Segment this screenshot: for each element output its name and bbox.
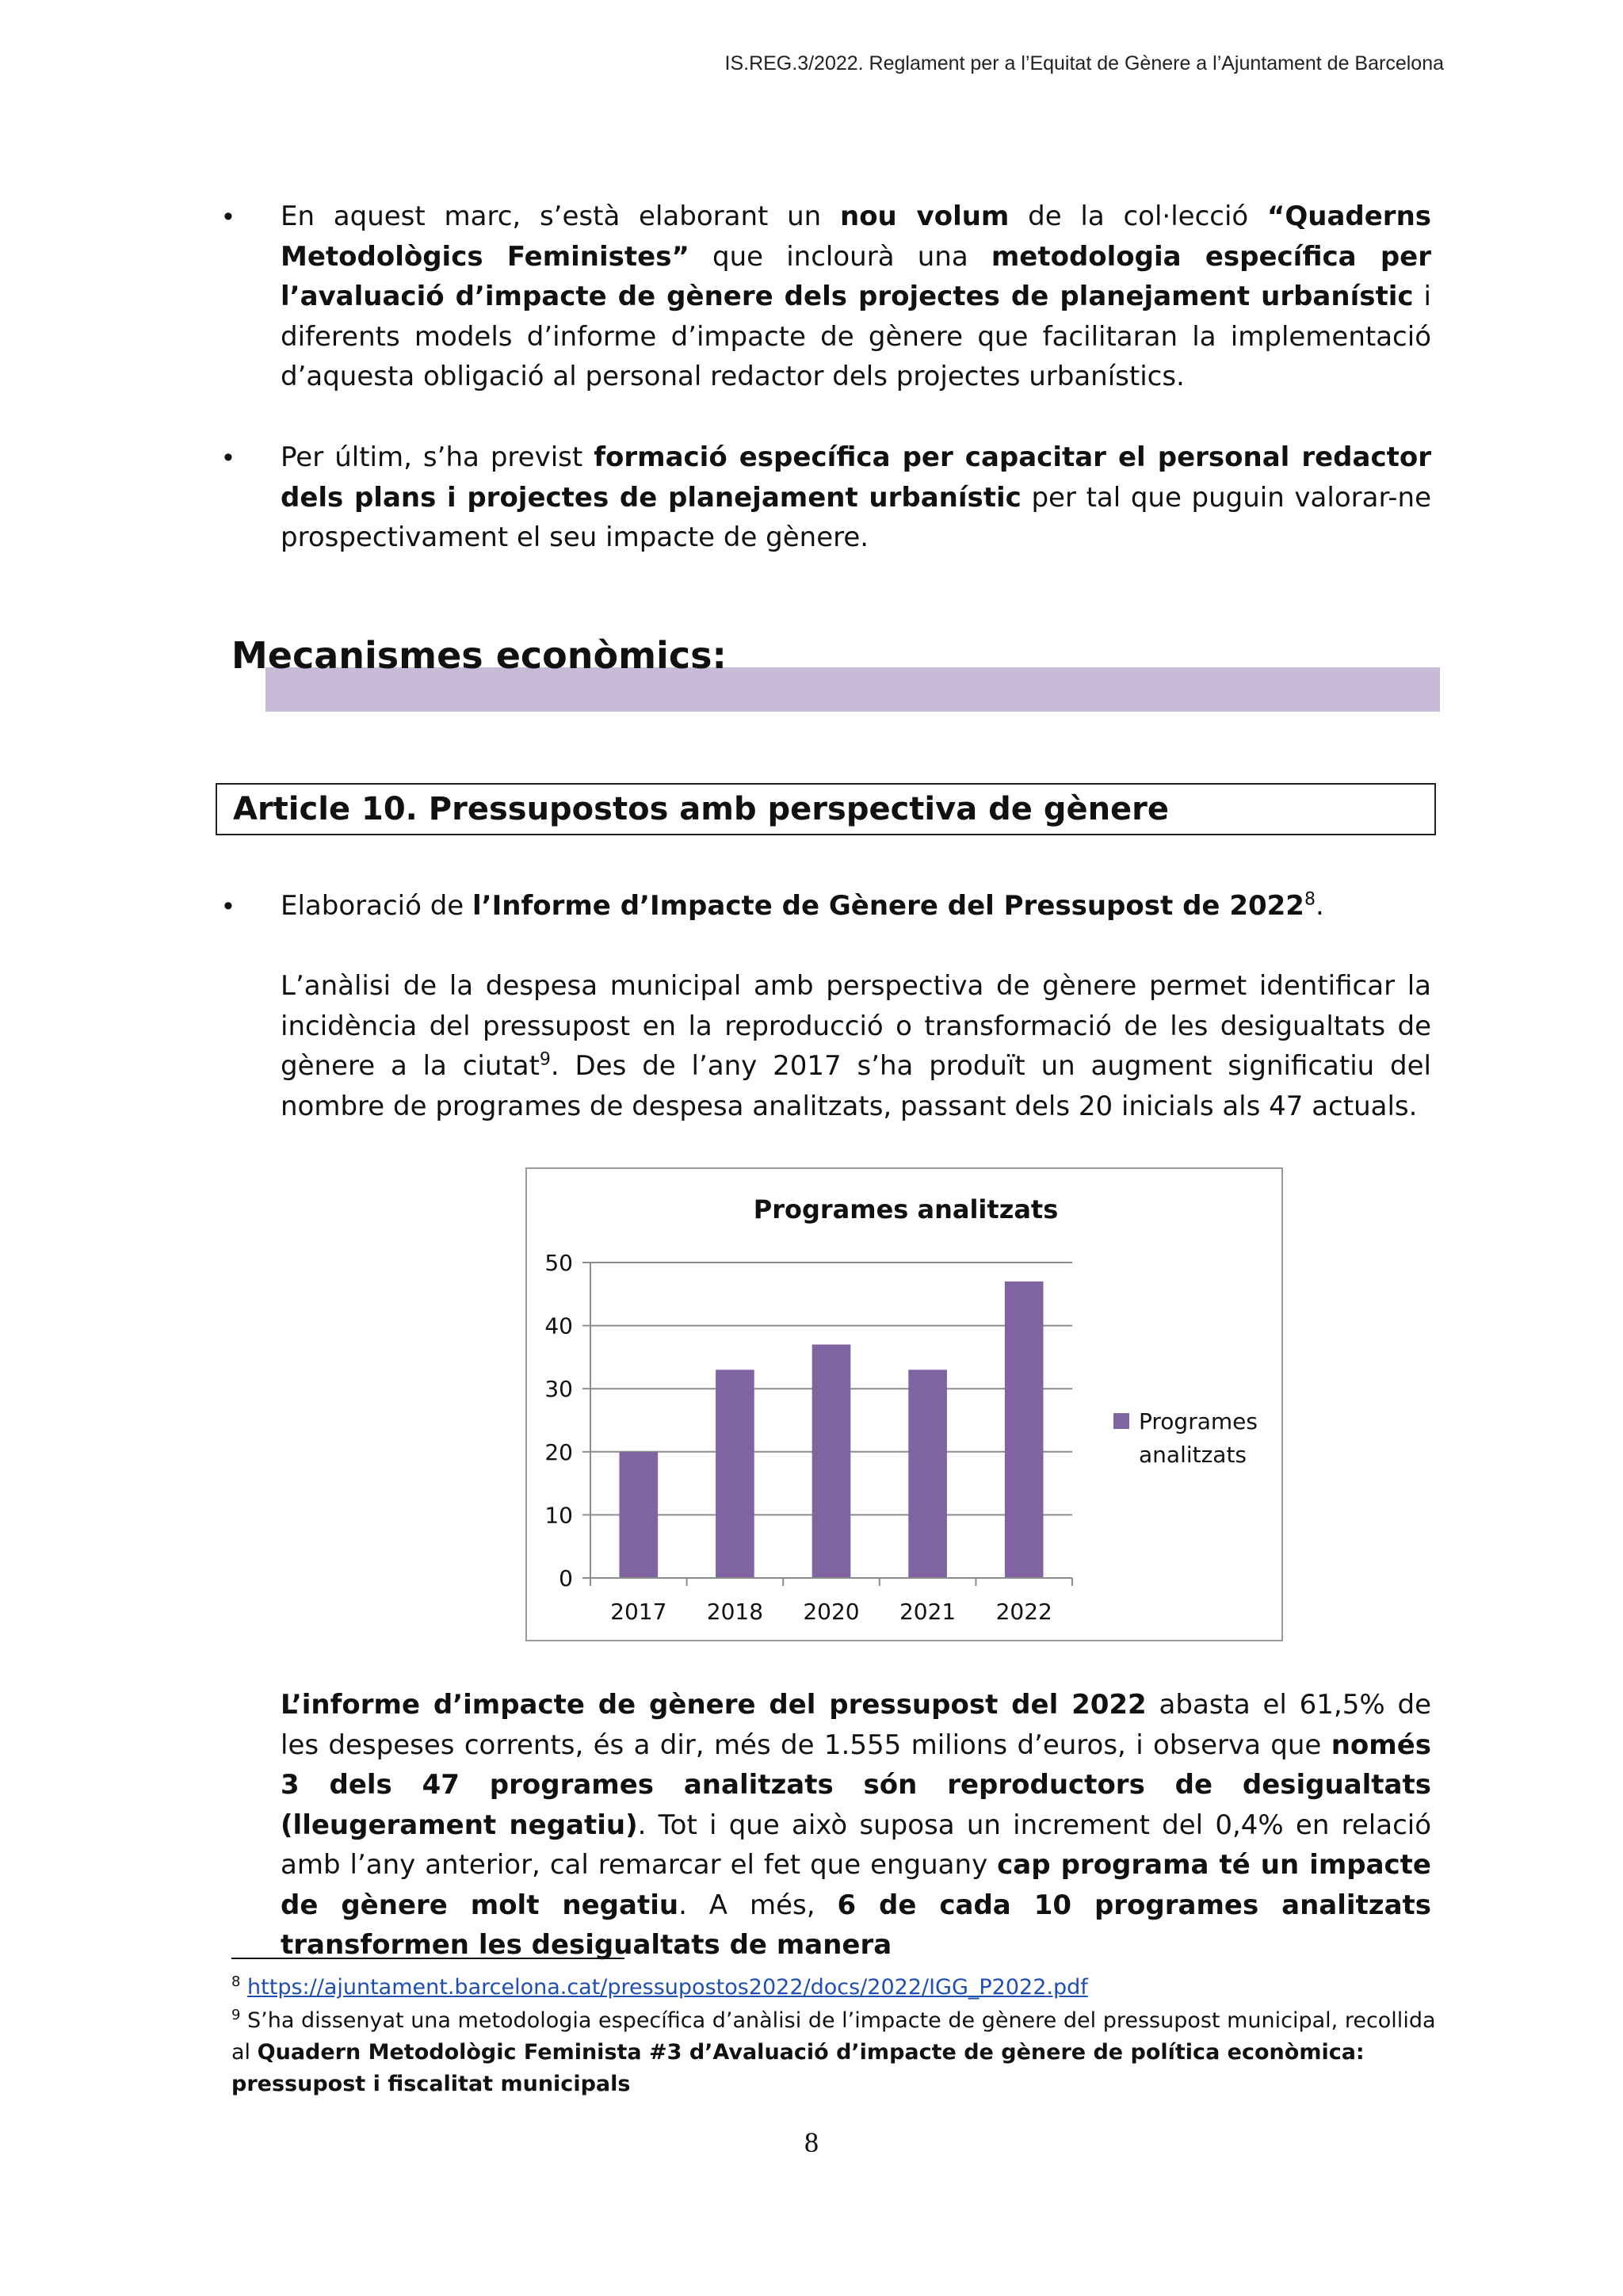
bold-text-run: L’informe d’impacte de gènere del pressupost del 2022 [281,1689,1147,1721]
chart-legend [1113,1408,1258,1468]
text-run: per tal que puguin valorar-ne prospectivament el seu impacte de gènere. [281,481,1431,553]
y-tick-label: 20 [544,1438,573,1465]
running-header: IS.REG.3/2022. Reglament per a l’Equitat de Gènere a l’Ajuntament de Barcelona [724,52,1444,74]
text-run: En aquest marc, s’està elaborant un [281,201,840,232]
bold-text-run: cap programa té un impacte de gènere molt negatiu [281,1849,1431,1921]
text-run: abasta el 61,5% de les despeses corrents, és a dir, més de 1.555 milions d’euros, i observa que [281,1689,1431,1761]
bar-2022 [1005,1282,1044,1578]
page-number: 8 [804,2126,819,2158]
footnote-number: 9 [231,2007,241,2023]
footnote-number: 8 [231,1973,241,1990]
article-title: Article 10. Pressupostos amb perspectiva de gènere [233,791,1170,827]
footnote-ref: 8 [1304,889,1316,910]
chart-title: Programes analitzats [753,1194,1059,1224]
bold-text-run: nou volum [839,201,1010,232]
bold-text-run: només 3 dels 47 programes analitzats són reproductors de desigualtats (lleugerament negatiu) [281,1729,1431,1841]
footnote-8 [231,1972,1499,2004]
bold-text-run: 6 de cada 10 programes analitzats transformen les desigualtats de manera [281,1889,1432,1961]
x-tick-label: 2018 [706,1599,764,1625]
text-run: Per últim, s’ha previst [281,441,594,473]
bullet-item-new-volume [281,197,1431,397]
text-run: . [1315,890,1324,922]
paragraph-budget-analysis [281,966,1431,1126]
footnote-ref: 9 [539,1049,551,1070]
bullet-marker: • [223,201,233,231]
x-tick-label: 2022 [995,1599,1052,1625]
text-run: de la col·lecció [1009,201,1267,232]
footnote-9 [231,2005,1444,2100]
section-title: Mecanismes econòmics: [231,634,727,677]
y-tick-label: 50 [544,1250,573,1276]
article-heading-box [216,783,1436,835]
bold-text-run: “Quaderns Metodològics Feministes” [281,201,1432,273]
y-tick-label: 30 [544,1376,573,1403]
bar-2018 [716,1370,754,1578]
bold-text-run: l’Informe d’Impacte de Gènere del Pressupost de 2022 [472,890,1304,922]
text-run: Elaboració de [281,890,473,922]
bullet-marker: • [223,442,233,472]
y-tick-label: 10 [544,1502,573,1529]
text-run: . Des de l’any 2017 s’ha produït un augment significatiu del nombre de programes de despesa analitzats, passant dels 20 inicials als 47 actuals. [281,1050,1431,1122]
bold-text-run: Quadern Metodològic Feminista #3 d’Avaluació d’impacte de gènere de política econòmica: pressupost i fiscalitat municipals [231,2040,1365,2096]
legend-label: analitzats [1139,1442,1247,1468]
bold-text-run: formació específica per capacitar el personal redactor dels plans i projectes de planejament urbanístic [281,441,1431,514]
text-run: S’ha dissenyat una metodologia específica d’anàlisi de l’impacte de gènere del pressupost municipal, recollida al [231,2008,1436,2065]
bullet-item-training [281,437,1431,558]
legend-swatch [1113,1413,1129,1429]
text-run: L’anàlisi de la despesa municipal amb perspectiva de gènere permet identificar la incidència del pressupost en la reproducció o transformació de les desigualtats de gènere a la ciutat [281,970,1431,1082]
text-run: . A més, [678,1889,838,1921]
y-tick-label: 0 [559,1565,573,1591]
paragraph-report-findings [281,1685,1431,1966]
text-run: que inclourà una [689,240,991,273]
bar-2017 [619,1452,658,1578]
bar-chart [527,1169,1281,1640]
bar-2020 [812,1344,851,1578]
text-run: . Tot i que això suposa un increment del 0,4% en relació amb l’any anterior, cal remarcar el fet que enguany [281,1809,1432,1881]
bar-2021 [908,1370,947,1578]
y-tick-label: 40 [544,1312,573,1339]
legend-label: Programes [1139,1408,1258,1435]
x-tick-label: 2017 [610,1599,667,1625]
x-tick-label: 2020 [803,1599,860,1625]
bold-text-run: metodologia específica per l’avaluació d’impacte de gènere dels projectes de planejament urbanístic [281,240,1432,312]
footnote-link[interactable]: https://ajuntament.barcelona.cat/pressupostos2022/docs/2022/IGG_P2022.pdf [247,1975,1088,2000]
bullet-item-report [281,886,1431,926]
chart-frame [525,1167,1283,1641]
bullet-marker: • [223,891,233,921]
text-run: i diferents models d’informe d’impacte de gènere que facilitaran la implementació d’aquesta obligació al personal redactor dels projectes urbanístics. [281,281,1431,392]
footnote-separator [231,1958,624,1959]
x-tick-label: 2021 [899,1599,957,1625]
